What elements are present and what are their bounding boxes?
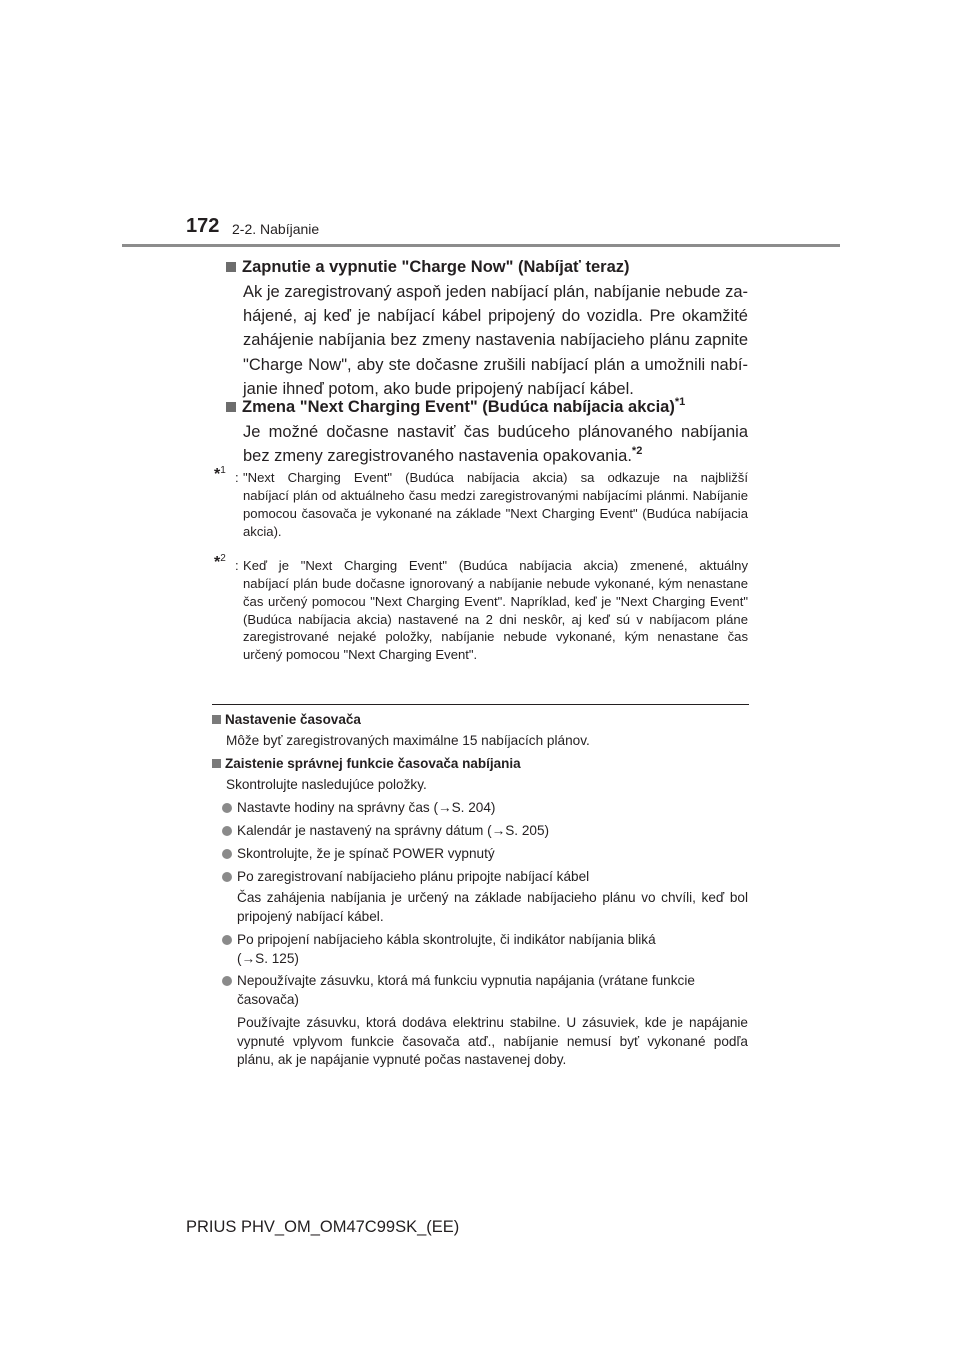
circle-bullet-icon xyxy=(222,872,232,882)
heading-text: Zapnutie a vypnutie "Charge Now" (Nabíjať teraz) xyxy=(242,258,630,276)
footnote-ref: *1 xyxy=(674,396,686,408)
circle-bullet-icon xyxy=(222,935,232,945)
square-bullet-icon xyxy=(226,262,236,272)
list-item-continuation: časovača) xyxy=(237,992,299,1007)
heading-text: Zmena "Next Charging Event" (Budúca nabíjacia akcia) xyxy=(242,398,675,416)
list-item-detail: Používajte zásuvku, ktorá dodáva elektrinu stabilne. U zásuviek, kde je napájanie vypnuté vplyvom funkcie časovača atď., nabíjanie nemusí byť vykonané podľa plánu, ak je napájanie vypnuté počas nastavenej doby. xyxy=(237,1015,748,1067)
footnote-text: nabíjací plán bude dočasne ignorovaný a nabíjanie nebude vykonané, kým nenastane čas určený pomocou "Next Charging Event". Napríklad, keď je "Next Charging Event" (Budúca nabíjacia akcia) nastavené na 2 dni neskôr, aj keď sú v nabíjacom pláne zaregistrované nejaké položky, nabíjanie nebude vykonané, kým nenastane čas určený pomocou "Next Charging Event". xyxy=(243,576,748,663)
footnote-colon: : xyxy=(235,558,239,573)
note-text: Skontrolujte nasledujúce položky. xyxy=(226,777,427,792)
square-bullet-icon xyxy=(226,402,236,412)
footnote-colon: : xyxy=(235,470,239,485)
note-text: Môže byť zaregistrovaných maximálne 15 nabíjacích plánov. xyxy=(226,733,590,748)
note-heading-proper-function: Zaistenie správnej funkcie časovača nabíjania xyxy=(212,755,521,773)
list-item: Kalendár je nastavený na správny dátum (→S. 205) xyxy=(222,822,549,841)
section-body-line: Je možné dočasne nastaviť čas budúceho plánovaného nabíjania xyxy=(243,423,748,441)
list-item: Nepoužívajte zásuvku, ktorá má funkciu vypnutia napájania (vrátane funkcie xyxy=(222,972,695,991)
list-item-detail: Čas zahájenia nabíjania je určený na základe nabíjacieho plánu vo chvíli, keď bol pripojený nabíjací kábel. xyxy=(237,890,748,924)
footnote-marker: *$^2$ xyxy=(214,553,226,571)
list-item: Po pripojení nabíjacieho kábla skontrolujte, či indikátor nabíjania bliká xyxy=(222,931,656,950)
body-text: bez zmeny zaregistrovaného nastavenia opakovania. xyxy=(243,447,632,465)
footnote-text: "Next Charging Event" (Budúca nabíjacia akcia) sa odkazuje na najbližší xyxy=(243,470,748,485)
section-divider xyxy=(212,704,749,705)
footnote-text: nabíjací plán od aktuálneho času medzi zaregistrovanými nabíjacími plánmi. Nabíjanie pomocou časovača je vykonané na základe "Next Charging Event" (Budúca nabíjacia akcia). xyxy=(243,488,748,539)
square-bullet-icon xyxy=(212,715,221,724)
note-heading-timer: Nastavenie časovača xyxy=(212,711,361,729)
footnote-text: Keď je "Next Charging Event" (Budúca nabíjacia akcia) zmenené, aktuálny xyxy=(243,558,748,573)
circle-bullet-icon xyxy=(222,976,232,986)
circle-bullet-icon xyxy=(222,849,232,859)
footnote-ref: *2 xyxy=(631,445,643,457)
list-item: Nastavte hodiny na správny čas (→S. 204) xyxy=(222,799,495,818)
section-title: 2-2. Nabíjanie xyxy=(232,221,320,237)
list-item-continuation: (→S. 125) xyxy=(237,951,299,966)
section-body-line xyxy=(243,444,748,468)
section-heading-next-charging-event xyxy=(226,396,685,418)
circle-bullet-icon xyxy=(222,826,232,836)
page-number: 172 xyxy=(186,215,220,237)
footer-document-id: PRIUS PHV_OM_OM47C99SK_(EE) xyxy=(186,1218,460,1236)
footnote-marker: *$^1$ xyxy=(214,465,226,483)
square-bullet-icon xyxy=(212,759,221,768)
list-item: Skontrolujte, že je spínač POWER vypnutý xyxy=(222,845,495,864)
section-heading-charge-now xyxy=(226,256,630,278)
section-body-charge-now: Ak je zaregistrovaný aspoň jeden nabíjací plán, nabíjanie nebude zahájené, aj keď je nabíjací kábel pripojený do vozidla. Pre okamžité zahájenie nabíjania bez zmeny nastavenia nabíjacieho plánu zapnite "Charge Now", aby ste dočasne zrušili nabíjací plán a umožnili nabíjanie ihneď potom, ako bude pripojený nabíjací kábel. xyxy=(243,283,748,398)
list-item: Po zaregistrovaní nabíjacieho plánu pripojte nabíjací kábel xyxy=(222,868,589,887)
circle-bullet-icon xyxy=(222,803,232,813)
header-rule xyxy=(122,244,840,247)
